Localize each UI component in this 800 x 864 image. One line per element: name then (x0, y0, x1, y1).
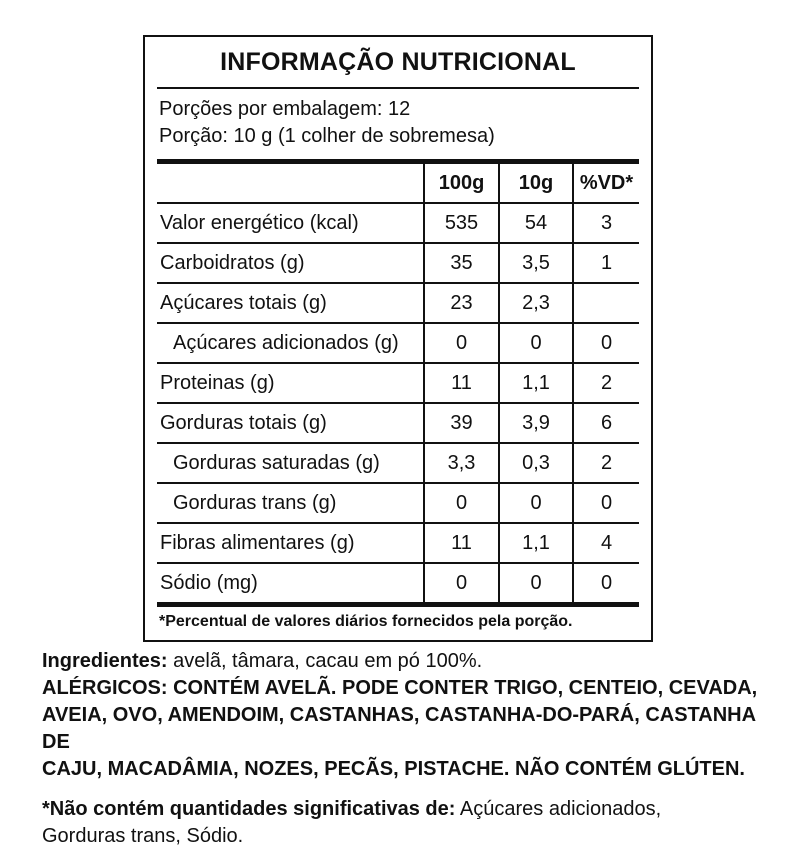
allergens-line-3: CAJU, MACADÂMIA, NOZES, PECÃS, PISTACHE. NÃO CONTÉM GLÚTEN. (42, 758, 745, 780)
value-vd: 3 (600, 211, 613, 234)
allergens-line-2: AVEIA, OVO, AMENDOIM, CASTANHAS, CASTANHA-DO-PARÁ, CASTANHA DE (42, 704, 756, 753)
nutrient-name: Carboidratos (g) (157, 244, 425, 282)
value-100g: 39 (425, 404, 500, 442)
value-100g: 11 (425, 364, 500, 402)
note-text-1: Açúcares adicionados, (455, 798, 662, 820)
value-10g: 0,3 (500, 444, 574, 482)
header-nutrient-blank (157, 164, 425, 202)
allergens-line-1: ALÉRGICOS: CONTÉM AVELÃ. PODE CONTER TRIGO, CENTEIO, CEVADA, (42, 677, 758, 699)
serving-info (145, 89, 651, 159)
value-10g: 0 (500, 484, 574, 522)
nutrient-name: Açúcares adicionados (g) (157, 324, 425, 362)
table-row-acucares-totais (157, 282, 639, 322)
value-100g: 3,3 (425, 444, 500, 482)
table-row-acucares-adicionados (157, 322, 639, 362)
nutrient-name: Gorduras saturadas (g) (157, 444, 425, 482)
value-100g: 23 (425, 284, 500, 322)
value-10g: 3,9 (500, 404, 574, 442)
value-vd: 2 (600, 451, 613, 474)
value-100g: 35 (425, 244, 500, 282)
product-info-text (42, 648, 767, 850)
ingredients-label: Ingredientes: (42, 650, 168, 672)
nutrient-name: Proteinas (g) (157, 364, 425, 402)
value-10g: 1,1 (500, 524, 574, 562)
value-10g: 54 (500, 204, 574, 242)
ingredients-text: avelã, tâmara, cacau em pó 100%. (167, 650, 483, 672)
nutrition-label-box (143, 35, 653, 642)
note-label: *Não contém quantidades significativas de: (42, 798, 456, 820)
table-row-proteinas (157, 362, 639, 402)
note-line-2: Gorduras trans, Sódio. (42, 825, 244, 847)
column-header-100g: 100g (425, 164, 500, 202)
servings-per-package: Porções por embalagem: 12 (159, 98, 411, 120)
label-title: INFORMAÇÃO NUTRICIONAL (220, 47, 576, 76)
nutrient-name: Valor energético (kcal) (157, 204, 425, 242)
column-header-vd: %VD* (579, 171, 634, 194)
portion-size: Porção: 10 g (1 colher de sobremesa) (159, 125, 495, 147)
value-10g: 1,1 (500, 364, 574, 402)
value-vd: 6 (600, 411, 613, 434)
table-row-gorduras-trans (157, 482, 639, 522)
value-10g: 0 (500, 324, 574, 362)
value-100g: 11 (425, 524, 500, 562)
value-vd: 0 (600, 571, 613, 594)
table-row-valor-energetico (157, 202, 639, 242)
value-100g: 535 (425, 204, 500, 242)
nutrient-name: Fibras alimentares (g) (157, 524, 425, 562)
value-vd (574, 284, 639, 322)
value-100g: 0 (425, 484, 500, 522)
nutrient-name: Gorduras trans (g) (157, 484, 425, 522)
value-10g: 0 (500, 564, 574, 602)
value-10g: 3,5 (500, 244, 574, 282)
insignificant-amounts-note (42, 796, 767, 850)
value-vd: 0 (600, 331, 613, 354)
value-100g: 0 (425, 564, 500, 602)
nutrient-name: Gorduras totais (g) (157, 404, 425, 442)
ingredients-line (42, 648, 767, 675)
table-row-gorduras-saturadas (157, 442, 639, 482)
value-10g: 2,3 (500, 284, 574, 322)
nutrition-table (157, 164, 639, 602)
table-row-gorduras-totais (157, 402, 639, 442)
value-vd: 0 (600, 491, 613, 514)
table-row-fibras (157, 522, 639, 562)
note-line-1 (42, 796, 767, 823)
nutrient-name: Açúcares totais (g) (157, 284, 425, 322)
nutrient-name: Sódio (mg) (157, 564, 425, 602)
table-header-row (157, 164, 639, 202)
value-vd: 1 (600, 251, 613, 274)
table-row-carboidratos (157, 242, 639, 282)
value-vd: 2 (600, 371, 613, 394)
value-vd: 4 (600, 531, 613, 554)
table-row-sodio (157, 562, 639, 602)
daily-value-footnote: *Percentual de valores diários fornecidos pela porção. (159, 613, 573, 630)
column-header-10g: 10g (500, 164, 574, 202)
value-100g: 0 (425, 324, 500, 362)
